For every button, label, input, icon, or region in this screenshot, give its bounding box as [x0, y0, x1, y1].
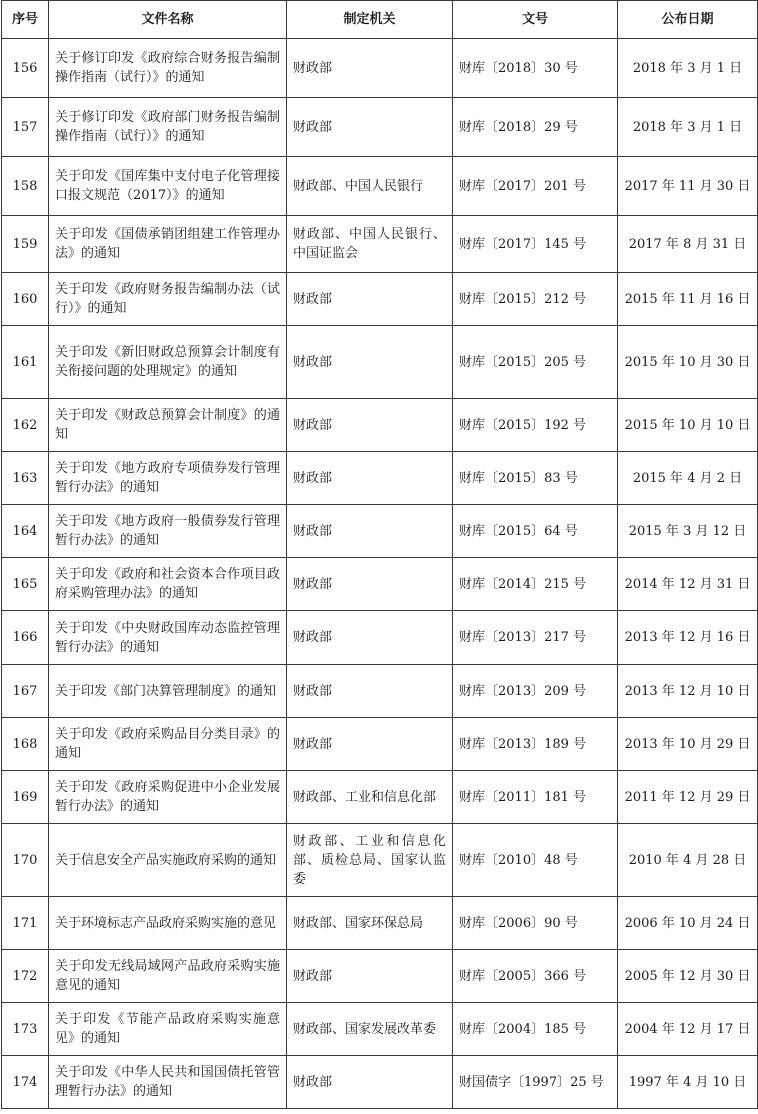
row-index: 159 [2, 216, 49, 273]
table-row [2, 39, 758, 98]
row-document-number: 财库〔2018〕29 号 [453, 98, 618, 157]
table-row [2, 771, 758, 824]
row-issuing-authority: 财政部 [287, 665, 453, 718]
row-document-name: 关于印发《国库集中支付电子化管理接口报文规范（2017）》的通知 [49, 157, 287, 216]
row-publish-date: 2015 年 4 月 2 日 [618, 452, 758, 505]
row-document-name: 关于印发《中华人民共和国国债托管管理暂行办法》的通知 [49, 1056, 287, 1109]
row-publish-date: 2015 年 10 月 30 日 [618, 326, 758, 399]
row-issuing-authority: 财政部 [287, 273, 453, 326]
table-row [2, 157, 758, 216]
row-document-name: 关于印发无线局域网产品政府采购实施意见的通知 [49, 950, 287, 1003]
row-publish-date: 2005 年 12 月 30 日 [618, 950, 758, 1003]
row-issuing-authority: 财政部、国家发展改革委 [287, 1003, 453, 1056]
row-document-name: 关于印发《财政总预算会计制度》的通知 [49, 399, 287, 452]
row-document-number: 财库〔2015〕83 号 [453, 452, 618, 505]
row-publish-date: 2013 年 10 月 29 日 [618, 718, 758, 771]
row-document-number: 财库〔2013〕209 号 [453, 665, 618, 718]
table-row [2, 216, 758, 273]
table-row [2, 950, 758, 1003]
row-index: 165 [2, 558, 49, 611]
header-document-number: 文号 [453, 1, 618, 39]
row-document-number: 财库〔2018〕30 号 [453, 39, 618, 98]
row-document-name: 关于印发《部门决算管理制度》的通知 [49, 665, 287, 718]
row-publish-date: 2015 年 3 月 12 日 [618, 505, 758, 558]
row-document-name: 关于信息安全产品实施政府采购的通知 [49, 824, 287, 897]
row-issuing-authority: 财政部 [287, 39, 453, 98]
row-index: 172 [2, 950, 49, 1003]
row-document-number: 财库〔2010〕48 号 [453, 824, 618, 897]
row-index: 160 [2, 273, 49, 326]
row-index: 162 [2, 399, 49, 452]
row-document-name: 关于印发《政府和社会资本合作项目政府采购管理办法》的通知 [49, 558, 287, 611]
row-index: 168 [2, 718, 49, 771]
row-index: 174 [2, 1056, 49, 1109]
table-row [2, 452, 758, 505]
row-publish-date: 2015 年 11 月 16 日 [618, 273, 758, 326]
row-index: 171 [2, 897, 49, 950]
row-issuing-authority: 财政部、国家环保总局 [287, 897, 453, 950]
row-index: 167 [2, 665, 49, 718]
row-document-name: 关于印发《政府采购促进中小企业发展暂行办法》的通知 [49, 771, 287, 824]
row-publish-date: 2013 年 12 月 16 日 [618, 611, 758, 665]
row-document-number: 财库〔2017〕201 号 [453, 157, 618, 216]
row-publish-date: 2004 年 12 月 17 日 [618, 1003, 758, 1056]
row-publish-date: 2017 年 11 月 30 日 [618, 157, 758, 216]
table-body [2, 39, 758, 1109]
row-index: 157 [2, 98, 49, 157]
row-publish-date: 2011 年 12 月 29 日 [618, 771, 758, 824]
table-row [2, 665, 758, 718]
row-document-name: 关于修订印发《政府部门财务报告编制操作指南（试行）》的通知 [49, 98, 287, 157]
row-document-name: 关于环境标志产品政府采购实施的意见 [49, 897, 287, 950]
table-row [2, 824, 758, 897]
row-document-name: 关于印发《国债承销团组建工作管理办法》的通知 [49, 216, 287, 273]
row-document-name: 关于印发《中央财政国库动态监控管理暂行办法》的通知 [49, 611, 287, 665]
header-publish-date: 公布日期 [618, 1, 758, 39]
row-document-name: 关于印发《地方政府一般债券发行管理暂行办法》的通知 [49, 505, 287, 558]
row-document-number: 财库〔2015〕212 号 [453, 273, 618, 326]
row-publish-date: 2010 年 4 月 28 日 [618, 824, 758, 897]
row-publish-date: 2014 年 12 月 31 日 [618, 558, 758, 611]
row-document-number: 财库〔2013〕217 号 [453, 611, 618, 665]
row-document-name: 关于印发《新旧财政总预算会计制度有关衔接问题的处理规定》的通知 [49, 326, 287, 399]
row-index: 158 [2, 157, 49, 216]
row-issuing-authority: 财政部、工业和信息化部 [287, 771, 453, 824]
row-document-name: 关于印发《地方政府专项债券发行管理暂行办法》的通知 [49, 452, 287, 505]
row-document-number: 财库〔2005〕366 号 [453, 950, 618, 1003]
header-row [2, 1, 758, 39]
row-document-number: 财库〔2015〕64 号 [453, 505, 618, 558]
row-index: 170 [2, 824, 49, 897]
row-publish-date: 2018 年 3 月 1 日 [618, 98, 758, 157]
row-document-name: 关于印发《政府财务报告编制办法（试行）》的通知 [49, 273, 287, 326]
table-row [2, 399, 758, 452]
row-publish-date: 2013 年 12 月 10 日 [618, 665, 758, 718]
table-row [2, 897, 758, 950]
row-document-name: 关于印发《政府采购品目分类目录》的通知 [49, 718, 287, 771]
table-row [2, 98, 758, 157]
row-index: 163 [2, 452, 49, 505]
row-document-number: 财库〔2006〕90 号 [453, 897, 618, 950]
row-document-number: 财库〔2011〕181 号 [453, 771, 618, 824]
row-document-name: 关于印发《节能产品政府采购实施意见》的通知 [49, 1003, 287, 1056]
row-issuing-authority: 财政部 [287, 98, 453, 157]
row-document-name: 关于修订印发《政府综合财务报告编制操作指南（试行）》的通知 [49, 39, 287, 98]
row-issuing-authority: 财政部 [287, 452, 453, 505]
row-document-number: 财国债字〔1997〕25 号 [453, 1056, 618, 1109]
header-issuing-authority: 制定机关 [287, 1, 453, 39]
row-index: 173 [2, 1003, 49, 1056]
row-issuing-authority: 财政部 [287, 950, 453, 1003]
row-index: 166 [2, 611, 49, 665]
row-issuing-authority: 财政部、中国人民银行、中国证监会 [287, 216, 453, 273]
table-row [2, 1056, 758, 1109]
row-issuing-authority: 财政部 [287, 611, 453, 665]
row-publish-date: 2015 年 10 月 10 日 [618, 399, 758, 452]
table-row [2, 1003, 758, 1056]
row-issuing-authority: 财政部 [287, 558, 453, 611]
table-row [2, 505, 758, 558]
row-issuing-authority: 财政部 [287, 718, 453, 771]
row-issuing-authority: 财政部 [287, 1056, 453, 1109]
row-index: 164 [2, 505, 49, 558]
row-issuing-authority: 财政部 [287, 505, 453, 558]
table-row [2, 326, 758, 399]
row-document-number: 财库〔2014〕215 号 [453, 558, 618, 611]
row-publish-date: 2018 年 3 月 1 日 [618, 39, 758, 98]
row-document-number: 财库〔2015〕205 号 [453, 326, 618, 399]
table-row [2, 558, 758, 611]
header-index: 序号 [2, 1, 49, 39]
row-issuing-authority: 财政部 [287, 326, 453, 399]
row-index: 169 [2, 771, 49, 824]
table-row [2, 273, 758, 326]
row-issuing-authority: 财政部 [287, 399, 453, 452]
row-publish-date: 2006 年 10 月 24 日 [618, 897, 758, 950]
row-document-number: 财库〔2015〕192 号 [453, 399, 618, 452]
row-publish-date: 2017 年 8 月 31 日 [618, 216, 758, 273]
row-document-number: 财库〔2017〕145 号 [453, 216, 618, 273]
table-row [2, 718, 758, 771]
regulations-table [1, 0, 758, 1109]
row-document-number: 财库〔2013〕189 号 [453, 718, 618, 771]
row-publish-date: 1997 年 4 月 10 日 [618, 1056, 758, 1109]
row-issuing-authority: 财政部、中国人民银行 [287, 157, 453, 216]
row-index: 161 [2, 326, 49, 399]
row-document-number: 财库〔2004〕185 号 [453, 1003, 618, 1056]
row-index: 156 [2, 39, 49, 98]
table-row [2, 611, 758, 665]
row-issuing-authority: 财政部、工业和信息化部、质检总局、国家认监委 [287, 824, 453, 897]
header-document-name: 文件名称 [49, 1, 287, 39]
